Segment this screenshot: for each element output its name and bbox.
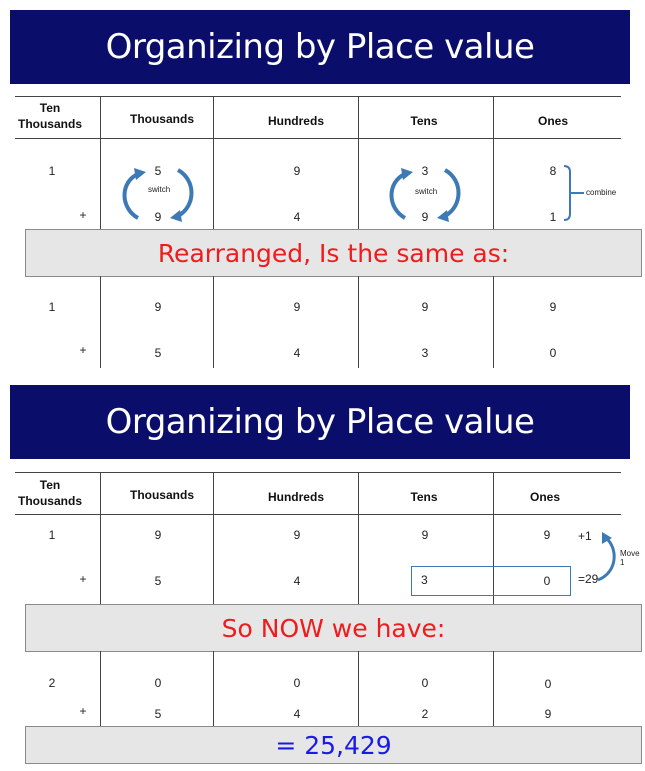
s1r1-ten-thousands: 1 <box>48 164 56 178</box>
slide2-header-ones: Ones <box>529 490 560 504</box>
slide1-top-rule <box>15 96 621 97</box>
s2r2-hundreds: 4 <box>293 574 301 588</box>
s1r2-hundreds: 4 <box>293 210 301 224</box>
s2r2-plus: + <box>79 572 87 586</box>
s2r3-thousands: 0 <box>154 676 162 690</box>
s1r4-tens: 3 <box>421 346 429 360</box>
s2r4-hundreds: 4 <box>293 707 301 721</box>
slide1-header-ones: Ones <box>537 114 568 128</box>
slide1-header-tens: Tens <box>410 114 438 128</box>
s2r1-thousands: 9 <box>154 528 162 542</box>
s2r4-thousands: 5 <box>154 707 162 721</box>
slide2-col-sep <box>100 472 101 604</box>
slide2-header-hundreds: Hundreds <box>267 490 324 504</box>
slide1-col-sep-lower <box>493 276 494 368</box>
s2r4-plus: + <box>79 704 87 718</box>
slide1-header-rule <box>15 138 621 139</box>
s1r4-ones: 0 <box>549 346 557 360</box>
s2r1-ten-thousands: 1 <box>48 528 56 542</box>
switch-label-tens: switch <box>415 187 438 196</box>
s1r3-ten-thousands: 1 <box>48 300 56 314</box>
s1r3-tens: 9 <box>421 300 429 314</box>
s2r3-tens: 0 <box>421 676 429 690</box>
slide1-col-sep <box>358 96 359 230</box>
s1r4-plus: + <box>79 343 87 357</box>
slide2-header-rule <box>15 514 621 515</box>
slide1-col-sep <box>493 96 494 230</box>
s1r2-ones: 1 <box>549 210 557 224</box>
s2r3-ones: 0 <box>544 677 552 691</box>
slide1-col-sep-lower <box>100 276 101 368</box>
s1r3-thousands: 9 <box>154 300 162 314</box>
s2r2-thousands: 5 <box>154 574 162 588</box>
s1r4-thousands: 5 <box>154 346 162 360</box>
slide2-col-sep <box>213 472 214 604</box>
slide1-col-sep <box>213 96 214 230</box>
so-now-banner <box>25 604 642 652</box>
s2r3-hundreds: 0 <box>293 676 301 690</box>
s2r2-tens: 3 <box>421 573 428 587</box>
plus-one-label: +1 <box>578 529 592 543</box>
s2r4-ones: 9 <box>544 707 552 721</box>
slide2-header-ten-thousands: Ten Thousands <box>17 478 82 508</box>
s1r1-hundreds: 9 <box>293 164 301 178</box>
s1r1-tens: 3 <box>421 164 429 178</box>
rearranged-banner <box>25 229 642 277</box>
slide2-title: Organizing by Place value <box>105 402 535 442</box>
s1r2-plus: + <box>79 208 87 222</box>
slide1-header-hundreds: Hundreds <box>267 114 324 128</box>
s1r2-tens: 9 <box>421 210 429 224</box>
s1r1-ones: 8 <box>549 164 557 178</box>
slide1-header-thousands: Thousands <box>129 112 194 126</box>
switch-label-thousands: switch <box>148 185 171 194</box>
move-one-label: Move 1 <box>620 549 640 567</box>
slide1-col-sep-lower <box>358 276 359 368</box>
result-banner <box>25 726 642 764</box>
s2r1-tens: 9 <box>421 528 429 542</box>
s1r4-hundreds: 4 <box>293 346 301 360</box>
slide1-col-sep-lower <box>213 276 214 368</box>
s1r3-hundreds: 9 <box>293 300 301 314</box>
equals-29-label: =29 <box>578 572 599 586</box>
slide2-header-thousands: Thousands <box>129 488 194 502</box>
result-text: = 25,429 <box>275 730 392 760</box>
move-one-arrow-icon <box>592 530 622 586</box>
rearranged-text: Rearranged, Is the same as: <box>157 238 510 268</box>
slide1-title-banner <box>10 10 630 84</box>
s2r2-ones: 0 <box>543 574 551 588</box>
s1r1-thousands: 5 <box>154 164 162 178</box>
s2r4-tens: 2 <box>421 707 429 721</box>
combine-label: combine <box>586 188 617 197</box>
slide2-top-rule <box>15 472 621 473</box>
s2r3-ten-thousands: 2 <box>48 676 56 690</box>
slide1-col-sep <box>100 96 101 230</box>
s2r1-hundreds: 9 <box>293 528 301 542</box>
s2r1-ones: 9 <box>543 528 551 542</box>
slide2-header-tens: Tens <box>410 490 438 504</box>
slide1-header-ten-thousands: Ten Thousands <box>17 101 82 131</box>
s1r2-thousands: 9 <box>154 210 162 224</box>
so-now-text: So NOW we have: <box>221 613 446 643</box>
slide2-title-banner <box>10 385 630 459</box>
slide2-col-sep <box>358 472 359 604</box>
slide1-title: Organizing by Place value <box>105 27 535 67</box>
switch-arrows-thousands-icon <box>118 160 198 228</box>
s1r3-ones: 9 <box>549 300 557 314</box>
